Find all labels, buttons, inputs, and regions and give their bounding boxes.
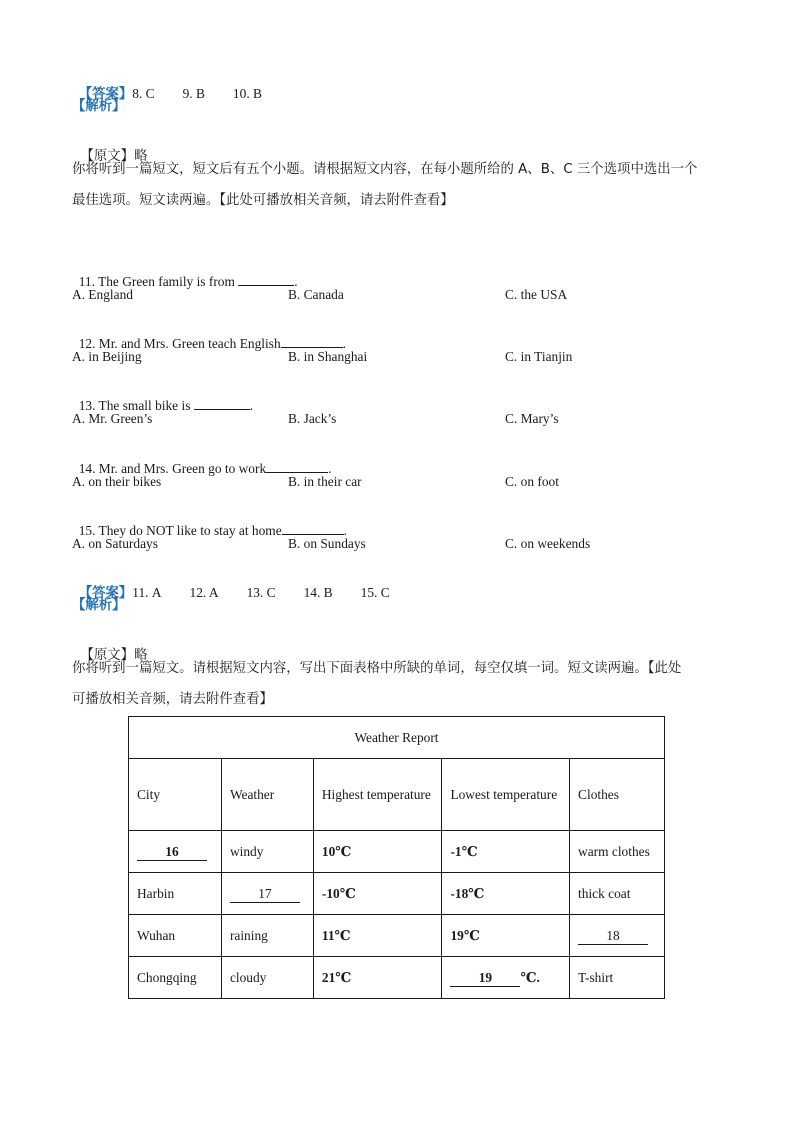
- unit-label: ℃.: [520, 969, 540, 985]
- option-c: C. in Tianjin: [505, 349, 573, 364]
- answer-item: 11. A: [132, 585, 162, 600]
- table-row: [129, 957, 665, 999]
- header-cell: Highest temperature: [313, 759, 442, 831]
- instruction-line: 最佳选项。短文读两遍。【此处可播放相关音频，请去附件查看】: [72, 193, 454, 208]
- table-cell: raining: [221, 915, 313, 957]
- blank-cell: [442, 957, 570, 999]
- options-14: [72, 473, 732, 491]
- answer-tag: 【答案】: [78, 87, 133, 102]
- table-cell: Chongqing: [129, 957, 222, 999]
- answer-blank: [281, 335, 343, 348]
- header-cell: City: [129, 759, 222, 831]
- table-cell: 21℃: [313, 957, 442, 999]
- option-b: B. in Shanghai: [288, 349, 368, 364]
- answer-item: 13. C: [246, 585, 276, 600]
- option-a: A. in Beijing: [72, 349, 142, 364]
- options-13: [72, 410, 732, 428]
- answer-blank: [238, 273, 294, 286]
- option-a: A. Mr. Green’s: [72, 411, 153, 426]
- table-cell: cloudy: [221, 957, 313, 999]
- question-15: 15. They do NOT like to stay at home .: [78, 523, 348, 538]
- blank-cell: [221, 873, 313, 915]
- blank-cell: [129, 831, 222, 873]
- option-a: A. on Saturdays: [72, 536, 158, 551]
- option-b: B. on Sundays: [288, 536, 366, 551]
- option-c: C. on foot: [505, 474, 559, 489]
- table-cell: thick coat: [570, 873, 665, 915]
- table-cell: warm clothes: [570, 831, 665, 873]
- options-12: [72, 348, 732, 366]
- original-tag: 【原文】: [80, 149, 135, 164]
- answer-blank: [282, 522, 344, 535]
- blank-19: 19: [450, 970, 520, 987]
- question-stem: 13. The small bike is: [78, 398, 191, 413]
- header-cell: Lowest temperature: [442, 759, 570, 831]
- option-c: C. on weekends: [505, 536, 591, 551]
- table-cell: 19℃: [442, 915, 570, 957]
- answer-item: 14. B: [303, 585, 333, 600]
- table-row: [129, 873, 665, 915]
- instruction-line: 你将听到一篇短文。请根据短文内容，写出下面表格中所缺的单词，每空仅填一词。短文读两遍。【此处: [72, 661, 682, 676]
- instruction-line: 可播放相关音频，请去附件查看】: [72, 692, 273, 707]
- analysis-tag: 【解析】: [72, 598, 126, 613]
- question-11: 11. The Green family is from .: [78, 274, 298, 289]
- weather-report-table: [128, 716, 665, 999]
- answer-item: 12. A: [189, 585, 219, 600]
- table-cell: -18℃: [442, 873, 570, 915]
- answer-item: 9. B: [182, 86, 205, 101]
- table-cell: 10℃: [313, 831, 442, 873]
- option-a: A. on their bikes: [72, 474, 162, 489]
- answer-item: 10. B: [232, 86, 262, 101]
- table-cell: windy: [221, 831, 313, 873]
- question-13: 13. The small bike is .: [78, 398, 254, 413]
- blank-cell: [570, 915, 665, 957]
- table-cell: -10℃: [313, 873, 442, 915]
- question-12: 12. Mr. and Mrs. Green teach English .: [78, 336, 346, 351]
- answer-tag: 【答案】: [78, 586, 133, 601]
- option-a: A. England: [72, 287, 133, 302]
- header-cell: Weather: [221, 759, 313, 831]
- instruction-line: 你将听到一篇短文，短文后有五个小题。请根据短文内容，在每小题所给的 A、B、C 三个选项中选出一个: [72, 162, 698, 177]
- table-row: [129, 915, 665, 957]
- answer-item: 15. C: [360, 585, 390, 600]
- table-row: [129, 831, 665, 873]
- question-stem: 11. The Green family is from: [78, 274, 235, 289]
- option-c: C. the USA: [505, 287, 568, 302]
- question-stem: 14. Mr. and Mrs. Green go to work: [78, 461, 267, 476]
- blank-16: 16: [137, 844, 207, 861]
- question-stem: 15. They do NOT like to stay at home: [78, 523, 282, 538]
- table-cell: Wuhan: [129, 915, 222, 957]
- answer-item: 8. C: [132, 86, 155, 101]
- original-text: 略: [134, 149, 148, 164]
- table-cell: -1℃: [442, 831, 570, 873]
- table-cell: 11℃: [313, 915, 442, 957]
- blank-17: 17: [230, 886, 300, 903]
- original-tag: 【原文】: [80, 648, 135, 663]
- option-b: B. Jack’s: [288, 411, 337, 426]
- option-b: B. Canada: [288, 287, 344, 302]
- question-14: 14. Mr. and Mrs. Green go to work .: [78, 461, 332, 476]
- table-cell: Harbin: [129, 873, 222, 915]
- header-cell: Clothes: [570, 759, 665, 831]
- answer-blank: [194, 397, 250, 410]
- options-15: [72, 535, 732, 553]
- blank-18: 18: [578, 928, 648, 945]
- answer-blank: [266, 460, 328, 473]
- options-11: [72, 286, 732, 304]
- table-header-row: [129, 759, 665, 831]
- analysis-tag: 【解析】: [72, 99, 126, 114]
- question-stem: 12. Mr. and Mrs. Green teach English: [78, 336, 281, 351]
- option-c: C. Mary’s: [505, 411, 559, 426]
- table-title: Weather Report: [129, 717, 665, 759]
- table-cell: T-shirt: [570, 957, 665, 999]
- option-b: B. in their car: [288, 474, 362, 489]
- original-text: 略: [134, 648, 148, 663]
